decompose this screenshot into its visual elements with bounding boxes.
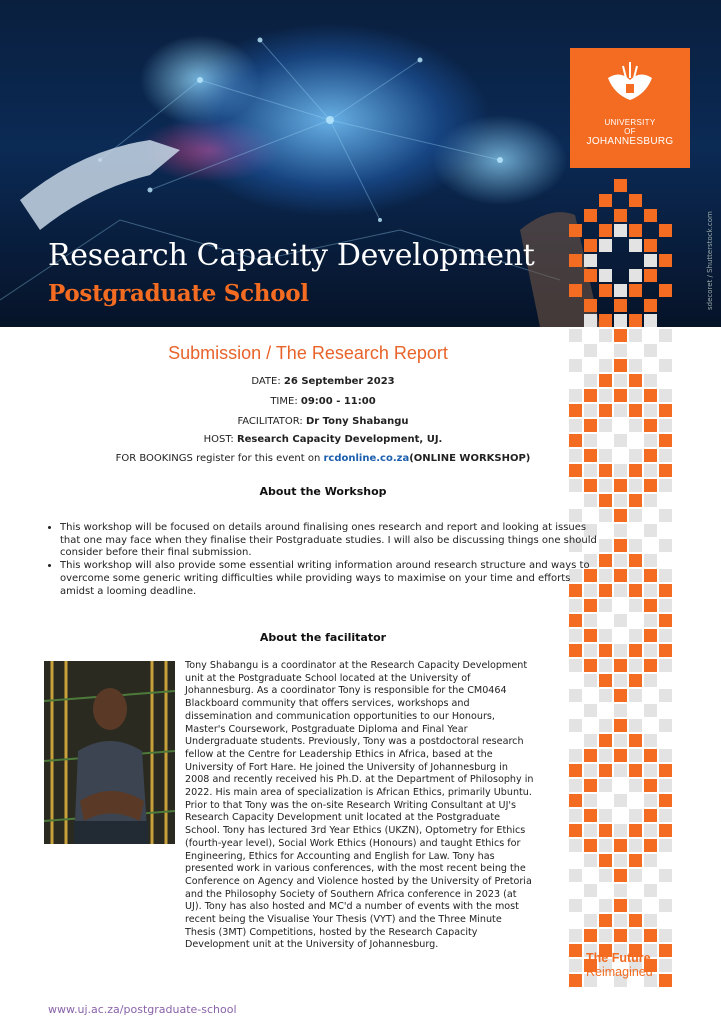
- pattern-tile: [644, 239, 657, 252]
- main-content: [0, 327, 721, 1024]
- pattern-tile: [584, 314, 597, 327]
- list-item: • This workshop will be focused on details around finalising ones research and report and looking at issues that one may face when they finalise their Postgraduate studies. I will also be discussing things one should consider before their final submission.: [60, 522, 600, 560]
- pattern-tile: [599, 194, 612, 207]
- pattern-tile: [569, 284, 582, 297]
- pattern-tile: [614, 284, 627, 297]
- event-time: [60, 395, 586, 409]
- pattern-tile: [584, 269, 597, 282]
- event-date: [60, 375, 586, 389]
- list-item: • This workshop will also provide some essential writing information around research structure and ways to overcome some generic writing difficulties while providing ways to maximise on your time and efforts amidst a looming deadline.: [60, 560, 600, 598]
- facilitator-bio: Tony Shabangu is a coordinator at the Research Capacity Development unit at the Postgraduate School located at the University of Johannesburg. As a coordinator Tony is responsible for the CM0464 Blackboard community that offers services, workshops and dissemination and communication opportunities to our Honours, Master's Coursework, Postgraduate Diploma and Final Year Undergraduate students. Previously, Tony was a postdoctoral research fellow at the Centre for Leadership Ethics in Africa, based at the University of Fort Hare. He joined the University of Johannesburg in 2008 and recently received his Ph.D. at the Department of Philosophy in 2022. His main area of specialization is African Ethics, primarily Ubuntu. Prior to that Tony was the on-site Research Writing Consultant at UJ's Research Capacity Development unit located at the Postgraduate School. Tony has lectured 3rd Year Ethics (UKZN), Optometry for Ethics (fourth-year level), Social Work Ethics (Honours) and taught Ethics for Engineering, Ethics for Accounting and English for Law. Tony has presented work in various conferences, with the most recent being the Conference on Agency and Violence hosted by the University of Pretoria and the Philosophy Society of Southern Africa conference in 2023 (at UJ). Tony has also hosted and MC'd a number of events with the most recent being the Visualise Your Thesis (VYT) and the Three Minute Thesis (3MT) Competitions, hosted by the Research Capacity Development unit at the University of Johannesburg.: [185, 660, 534, 951]
- pattern-tile: [584, 209, 597, 222]
- pattern-tile: [644, 269, 657, 282]
- pattern-tile: [584, 299, 597, 312]
- facilitator-value: Dr Tony Shabangu: [305, 416, 409, 427]
- facilitator-portrait: [44, 661, 175, 844]
- pattern-tile: [629, 239, 642, 252]
- date-label: DATE:: [251, 376, 281, 387]
- pattern-tile: [584, 239, 597, 252]
- bookings-link[interactable]: rcdonline.co.za: [323, 453, 410, 464]
- bookings-mode: (ONLINE WORKSHOP): [409, 453, 531, 464]
- pattern-tile: [644, 314, 657, 327]
- pattern-tile: [659, 224, 672, 237]
- logo-line-2: OF: [624, 127, 636, 136]
- pattern-tile: [614, 209, 627, 222]
- pattern-tile: [629, 224, 642, 237]
- pattern-tile: [659, 254, 672, 267]
- pattern-tile: [659, 284, 672, 297]
- logo-line-1: UNIVERSITY: [604, 118, 656, 127]
- pattern-tile: [614, 179, 627, 192]
- date-value: 26 September 2023: [283, 376, 395, 387]
- pattern-tile: [629, 194, 642, 207]
- logo-wordmark: [570, 118, 690, 147]
- pattern-tile: [569, 254, 582, 267]
- host-value: Research Capacity Development, UJ.: [236, 434, 443, 445]
- pattern-tile: [644, 299, 657, 312]
- tagline: [586, 951, 706, 979]
- facilitator-label: FACILITATOR:: [237, 416, 303, 427]
- pattern-tile: [569, 224, 582, 237]
- event-title: Submission / The Research Report: [168, 343, 448, 363]
- pattern-tile: [629, 269, 642, 282]
- pattern-tile: [584, 254, 597, 267]
- pattern-tile: [599, 224, 612, 237]
- pattern-tile: [599, 239, 612, 252]
- pattern-tile: [614, 224, 627, 237]
- event-host: [60, 433, 586, 447]
- facilitator-heading: About the facilitator: [259, 631, 387, 644]
- event-bookings: [60, 452, 586, 466]
- uj-crest-icon: [570, 48, 690, 118]
- time-value: 09:00 - 11:00: [300, 396, 376, 407]
- pattern-tile: [614, 299, 627, 312]
- footer-url-link[interactable]: www.uj.ac.za/postgraduate-school: [48, 1003, 237, 1016]
- event-facilitator: [60, 415, 586, 429]
- time-label: TIME:: [270, 396, 298, 407]
- uj-logo: [570, 48, 690, 168]
- pattern-tile: [599, 314, 612, 327]
- pattern-tile: [614, 314, 627, 327]
- image-credit: sdecoret / Shutterstock.com: [706, 211, 714, 310]
- logo-line-3: JOHANNESBURG: [586, 136, 674, 147]
- workshop-bullets: [38, 522, 600, 598]
- pattern-tile: [629, 284, 642, 297]
- pattern-tile: [629, 314, 642, 327]
- host-label: HOST:: [203, 434, 234, 445]
- tagline-line-1: The Future: [586, 951, 651, 965]
- page-subtitle: Postgraduate School: [48, 280, 309, 307]
- pattern-tile: [599, 284, 612, 297]
- tagline-line-2: Reimagined: [586, 965, 653, 979]
- facilitator-photo: [44, 661, 175, 844]
- pattern-tile: [644, 209, 657, 222]
- bookings-text: FOR BOOKINGS register for this event on: [115, 453, 321, 464]
- workshop-heading: About the Workshop: [259, 485, 387, 498]
- page-title: Research Capacity Development: [48, 238, 535, 273]
- pattern-tile: [644, 254, 657, 267]
- pattern-tile: [599, 269, 612, 282]
